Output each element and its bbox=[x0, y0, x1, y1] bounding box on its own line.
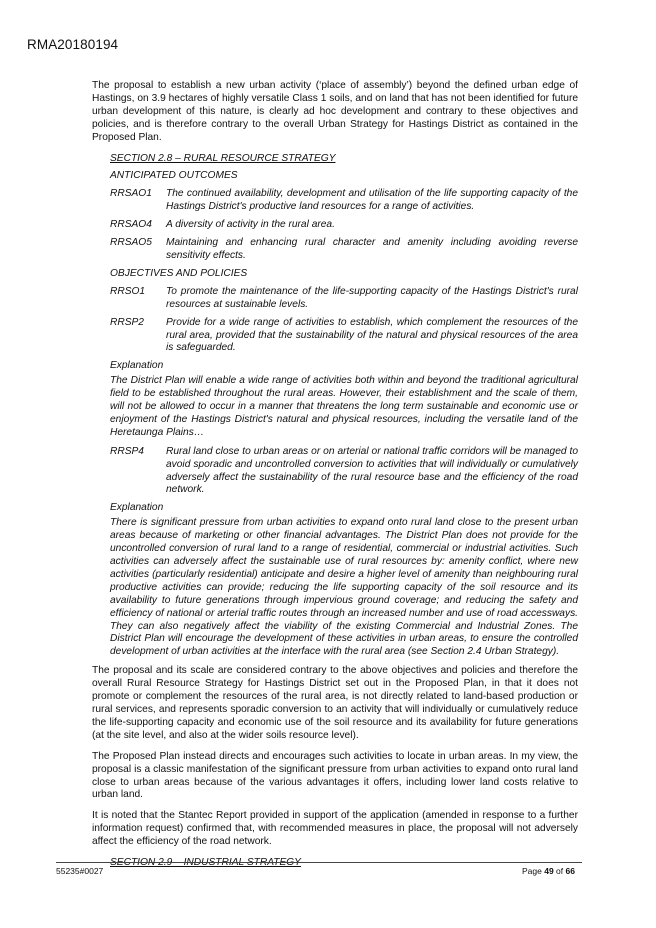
section-heading-industrial: SECTION 2.9 – INDUSTRIAL STRATEGY bbox=[110, 857, 301, 869]
paragraph-urban-pressure: The Proposed Plan instead directs and encourages such activities to locate in urban areas. In my view, the proposal is a classic manifestation of the significant pressure from urban activities to expand onto rural land close to urban areas because of the various advantages it offers, including lower land costs relative to urban land. bbox=[92, 750, 578, 801]
item-code: RRSP4 bbox=[110, 445, 144, 457]
item-code: RRSAO4 bbox=[110, 219, 152, 231]
item-text: Provide for a wide range of activities to establish, which complement the resources of the rural area, provided that the sustainability of the natural and physical resources of the area is safeguarded. bbox=[166, 316, 578, 354]
item-text: The continued availability, development and utilisation of the life supporting capacity of the Hastings District's productive land resources for a range of activities. bbox=[166, 188, 578, 213]
quoted-plan-extract bbox=[110, 153, 578, 660]
item-text: A diversity of activity in the rural area. bbox=[166, 219, 335, 231]
item-text: Rural land close to urban areas or on arterial or national traffic corridors will be managed to avoid sporadic and uncontrolled conversion to activities that will individually or cumulatively adversely affect the sustainability of the rural resource base and the efficiency of the road network. bbox=[166, 445, 578, 496]
explanation-heading: Explanation bbox=[110, 360, 164, 372]
item-code: RRSAO1 bbox=[110, 188, 152, 200]
paragraph-urban-strategy: The proposal to establish a new urban activity (‘place of assembly’) beyond the defined urban edge of Hastings, on 3.9 hectares of highly versatile Class 1 soils, and on land that has not been identified for future urban development of this nature, is clearly ad hoc development and contrary to these objectives and policies, and is therefore contrary to the overall Urban Strategy for Hastings District as contained in the Proposed Plan. bbox=[92, 80, 578, 143]
document-id: RMA20180194 bbox=[27, 37, 119, 52]
item-code: RRSAO5 bbox=[110, 237, 152, 249]
explanation-heading: Explanation bbox=[110, 502, 164, 514]
list-item bbox=[110, 237, 578, 263]
item-code: RRSP2 bbox=[110, 316, 144, 328]
list-item bbox=[110, 219, 578, 232]
paragraph-stantec-report: It is noted that the Stantec Report provided in support of the application (amended in response to a further information request) confirmed that, with recommended measures in place, the proposal will not adversely affect the efficiency of the road network. bbox=[92, 810, 578, 848]
list-item bbox=[110, 446, 578, 498]
explanation-text: There is significant pressure from urban activities to expand onto rural land close to the present urban areas because of marketing or other financial advantages. The District Plan does not provide for the uncontrolled conversion of rural land to a range of residential, commercial or industrial activities. Such activities can adversely affect the sustainable use of rural resources by: amenity conflict, where new activities (particularly residential) anticipate and desire a higher level of amenity than neighbouring rural productive activities can provide; reducing the life supporting capacity of the soil resource and its availability to future generations through impervious ground coverage; and reducing the safety and efficiency of national or arterial traffic routes through an increased number and use of road accessways. They can also negatively affect the viability of the existing Commercial and Industrial Zones. The District Plan will encourage the development of these activities in urban areas, to ensure the controlled development of urban activities at the interface with the rural area (see Section 2.4 Urban Strategy). bbox=[110, 517, 578, 658]
footer-divider bbox=[56, 862, 582, 863]
list-item bbox=[110, 286, 578, 312]
list-item bbox=[110, 188, 578, 214]
objectives-heading: OBJECTIVES AND POLICIES bbox=[110, 267, 248, 279]
paragraph-rural-strategy: The proposal and its scale are considered contrary to the above objectives and policies and therefore the overall Rural Resource Strategy for Hastings District set out in the Proposed Plan, in that it does not promote or complement the resources of the rural area, is not directly related to land-based production or rural services, and represents sporadic conversion to an activity that will individually or cumulatively reduce the life-supporting capacity and economic use of the soil resource and its availability for future generations (at the site level, and also at the wider soils resource level). bbox=[92, 665, 578, 741]
section-heading-rural-resource: SECTION 2.8 – RURAL RESOURCE STRATEGY bbox=[110, 152, 336, 164]
list-item bbox=[110, 317, 578, 356]
item-text: Maintaining and enhancing rural character and amenity including avoiding reverse sensitivity effects. bbox=[166, 237, 578, 261]
item-text: To promote the maintenance of the life-supporting capacity of the Hastings District's rural resources at sustainable levels. bbox=[166, 285, 578, 310]
footer-reference: 55235#0027 bbox=[56, 866, 104, 876]
page-number: Page 49 of 66 bbox=[522, 866, 575, 876]
anticipated-outcomes-heading: ANTICIPATED OUTCOMES bbox=[110, 170, 238, 182]
explanation-text: The District Plan will enable a wide range of activities both within and beyond the traditional agricultural field to be established throughout the rural areas. However, their establishment and the scale of them, will not be allowed to occur in a manner that threatens the long term sustainable and economic use or enjoyment of the Hastings District's natural and physical resources, including the versatile land of the Heretaunga Plains… bbox=[110, 375, 578, 438]
item-code: RRSO1 bbox=[110, 285, 146, 297]
page-body bbox=[92, 80, 578, 870]
